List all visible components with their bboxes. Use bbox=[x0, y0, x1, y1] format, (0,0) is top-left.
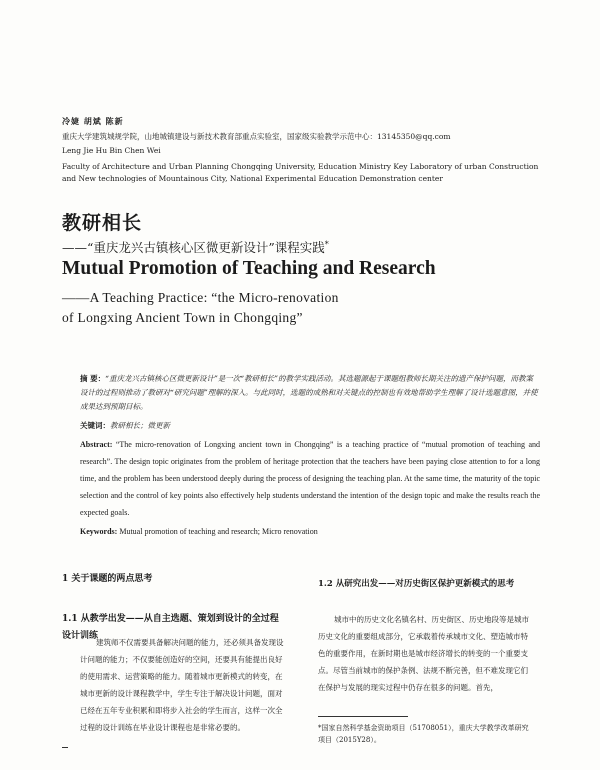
footnote-divider bbox=[318, 716, 408, 717]
keywords-en-text: Mutual promotion of teaching and research; Micro renovation bbox=[117, 527, 318, 536]
section-1-1-body: 建筑师不仅需要具备解决问题的能力，还必须具备发现设计问题的能力；不仅要能创造好的空间，还要具有能提出良好的使用需求、运营策略的能力。随着城市更新模式的转变，在城市更新的设计课程教学中，学生专注于解决设计问题，面对已经在五年专业积累和即将步入社会的学生而言，这样一次全过程的设计训练在毕业设计课程也是非常必要的。 bbox=[80, 638, 284, 732]
abstract-cn-label: 摘 要： bbox=[80, 374, 106, 383]
title-cn: 教研相长 bbox=[62, 212, 143, 234]
affiliation-en: Faculty of Architecture and Urban Planning Chongqing University, Education Ministry Key Laboratory of urban Construction and New technologies of Mountainous City, National Experimental Education Demonstration center bbox=[62, 162, 539, 183]
keywords-cn-text: 教研相长；微更新 bbox=[110, 421, 170, 430]
footnote: *国家自然科学基金资助项目（51708051），重庆大学教学改革研究项目（2015Y28）。 bbox=[318, 724, 529, 744]
page-mark bbox=[62, 747, 68, 748]
subtitle-cn bbox=[62, 238, 329, 256]
subtitle-cn-text: ——“重庆龙兴古镇核心区微更新设计”课程实践 bbox=[62, 240, 325, 255]
abstract-cn-text: “重庆龙兴古镇核心区微更新设计”是一次“教研相长”的教学实践活动。其选题源起于课题组教师长期关注的遗产保护问题，而教案设计的过程则推动了教研对“研究问题”理解的深入。与此同时，选题的成熟和对关键点的控制也有效地帮助学生理解了设计选题意图，并使成果达到预期目标。 bbox=[80, 374, 538, 411]
affiliation-cn: 重庆大学建筑城规学院，山地城镇建设与新技术教育部重点实验室，国家级实验教学示范中心：13145350@qq.com bbox=[62, 132, 451, 141]
abstract-en-label: Abstract: bbox=[80, 440, 113, 449]
keywords-en bbox=[80, 527, 540, 536]
subtitle-en-line2: of Longxing Ancient Town in Chongqing” bbox=[62, 310, 303, 325]
abstract-en-text: “The micro‑renovation of Longxing ancient town in Chongqing” is a teaching practice of “mutual promotion of teaching and research”. The design topic originates from the problem of heritage protection that the teachers have been paying close attention to for a long time, and the problem has been understood deeply during the process of designing the teaching plan. At the same time, the maturity of the topic selection and the control of key points also effectively help students understand the intention of the design topic and make the results reach the expected goals. bbox=[80, 440, 540, 517]
title-en: Mutual Promotion of Teaching and Research bbox=[62, 258, 436, 279]
section-1-2-heading: 1.2 从研究出发——对历史街区保护更新模式的思考 bbox=[318, 579, 515, 589]
subtitle-en bbox=[62, 288, 532, 328]
abstract-cn bbox=[80, 372, 540, 414]
abstract-en bbox=[80, 436, 540, 521]
author-names-cn: 冷婕 胡斌 陈新 bbox=[62, 116, 124, 126]
section-1-heading: 1 关于课题的两点思考 bbox=[62, 574, 153, 584]
subtitle-en-line1: ——A Teaching Practice: “the Micro-renovation bbox=[62, 290, 339, 305]
author-names-en: Leng Jie Hu Bin Chen Wei bbox=[62, 146, 161, 155]
footnote-marker: * bbox=[324, 239, 329, 249]
section-1-2-body: 城市中的历史文化名镇名村、历史街区、历史地段等是城市历史文化的重要组成部分，它承载着传承城市文化、塑造城市特色的重要作用，在新时期也是城市经济增长的转变的一个重要支点。尽管当前城市的保护条例、法规不断完善，但不难发现它们在保护与发展的现实过程中仍存在很多的问题。首先， bbox=[318, 615, 529, 692]
keywords-en-label: Keywords: bbox=[80, 527, 118, 536]
section-1-1-heading: 1.1 从教学出发——从自主选题、策划到设计的全过程设计训练 bbox=[62, 614, 279, 641]
keywords-cn bbox=[80, 420, 540, 431]
keywords-cn-label: 关键词： bbox=[80, 421, 110, 430]
